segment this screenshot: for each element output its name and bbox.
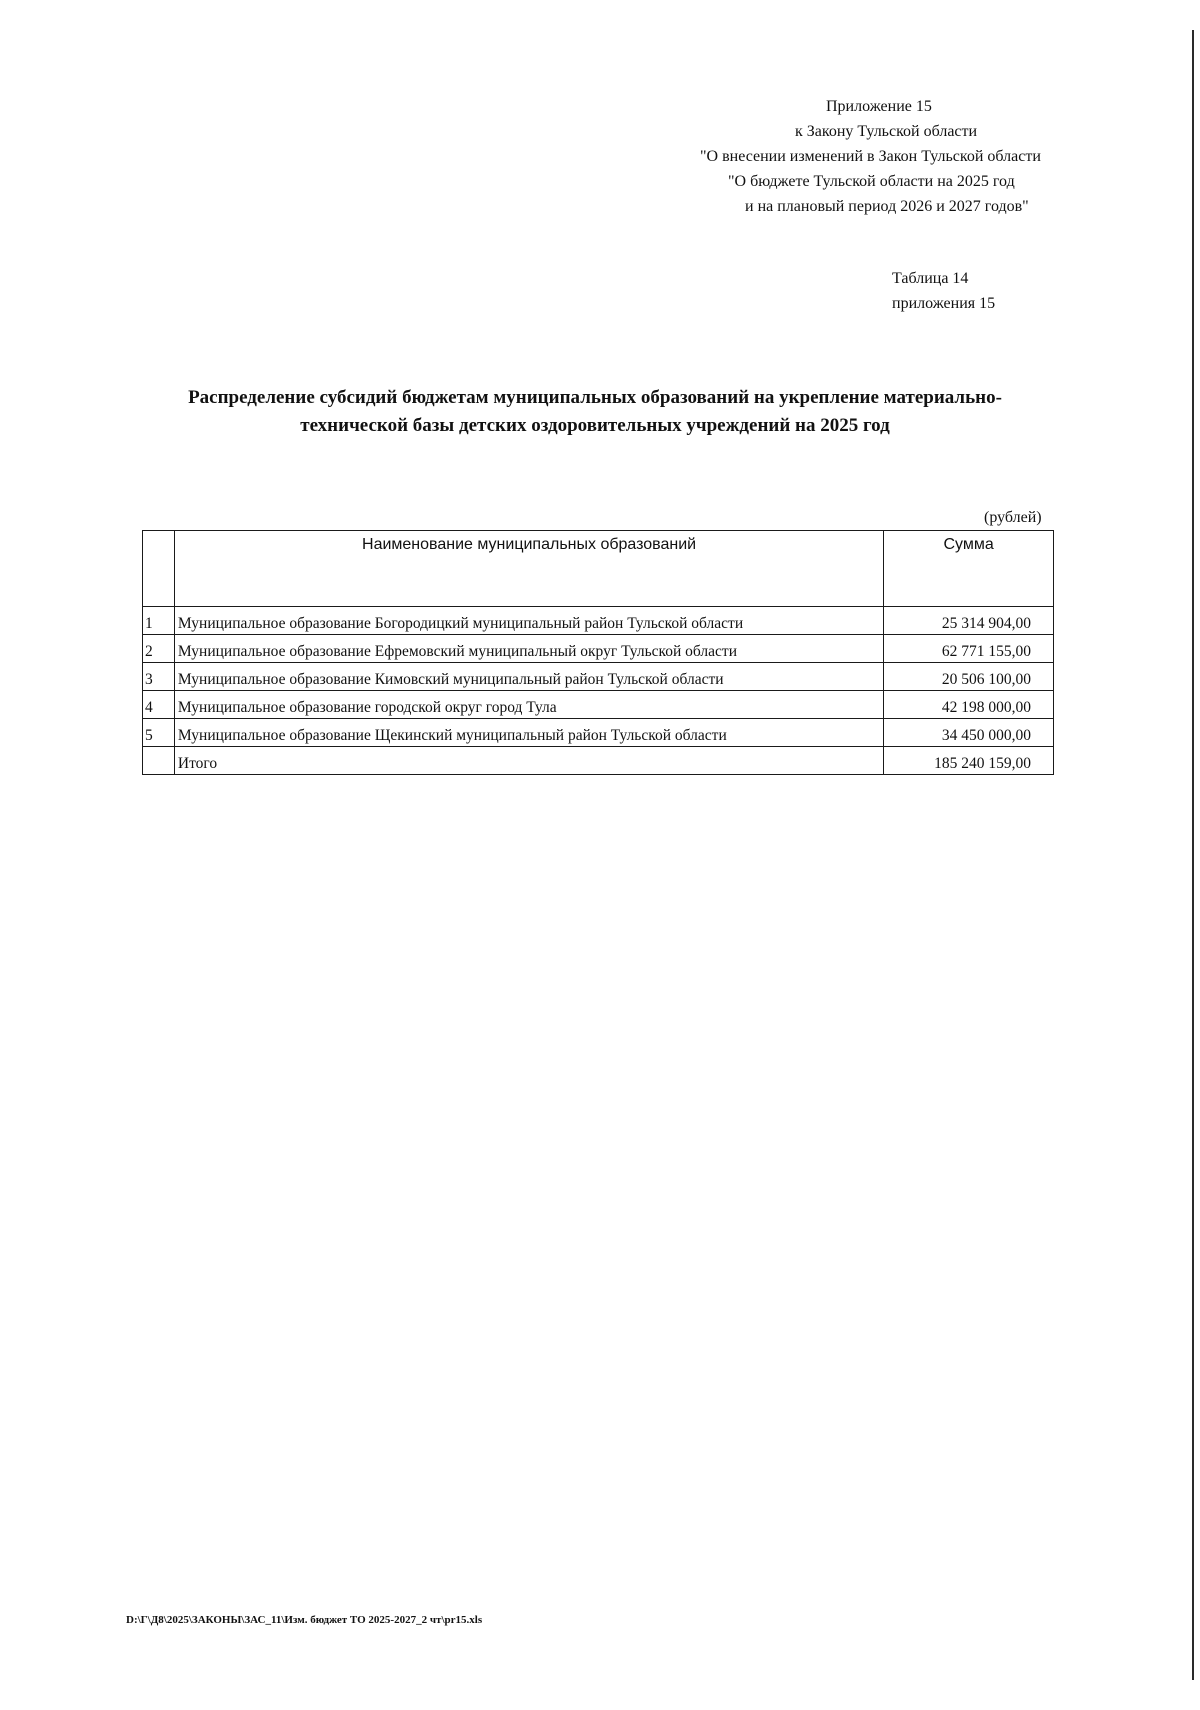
appendix-header: [640, 94, 1080, 219]
row-name: Муниципальное образование городской округ город Тула: [174, 691, 883, 719]
row-name: Муниципальное образование Кимовский муниципальный район Тульской области: [174, 663, 883, 691]
total-num: [143, 747, 175, 775]
table-row: [143, 691, 1054, 719]
appendix-line: Приложение 15: [826, 98, 932, 115]
table-ref-line: Таблица 14: [892, 270, 969, 287]
row-sum: 25 314 904,00: [884, 607, 1054, 635]
table-row: [143, 719, 1054, 747]
row-num: 3: [143, 663, 175, 691]
table-row: [143, 663, 1054, 691]
table-reference: [892, 266, 995, 316]
appendix-line: "О внесении изменений в Закон Тульской области: [700, 148, 1041, 165]
header-sum: Сумма: [884, 531, 1054, 607]
row-sum: 20 506 100,00: [884, 663, 1054, 691]
row-sum: 42 198 000,00: [884, 691, 1054, 719]
row-num: 2: [143, 635, 175, 663]
row-sum: 34 450 000,00: [884, 719, 1054, 747]
appendix-line: и на плановый период 2026 и 2027 годов": [745, 198, 1029, 215]
row-name: Муниципальное образование Ефремовский муниципальный округ Тульской области: [174, 635, 883, 663]
table-row: [143, 607, 1054, 635]
table-row: [143, 635, 1054, 663]
total-label: Итого: [174, 747, 883, 775]
table-header-row: [143, 531, 1054, 607]
row-name: Муниципальное образование Богородицкий муниципальный район Тульской области: [174, 607, 883, 635]
subsidy-table: [142, 530, 1054, 775]
total-row: [143, 747, 1054, 775]
title-line: Распределение субсидий бюджетам муниципальных образований на укрепление материально-: [188, 387, 1002, 408]
header-num: [143, 531, 175, 607]
footer-file-path: D:\Г\Д8\2025\ЗАКОНЫ\ЗАС_11\Изм. бюджет ТО 2025-2027_2 чт\pr15.xls: [126, 1614, 483, 1626]
unit-label: (рублей): [984, 509, 1042, 526]
header-name: Наименование муниципальных образований: [174, 531, 883, 607]
row-num: 1: [143, 607, 175, 635]
page-edge-line: [1192, 30, 1194, 1680]
row-num: 5: [143, 719, 175, 747]
title-line: технической базы детских оздоровительных учреждений на 2025 год: [300, 415, 890, 436]
appendix-line: к Закону Тульской области: [795, 123, 978, 140]
appendix-line: "О бюджете Тульской области на 2025 год: [728, 173, 1015, 190]
table-ref-line: приложения 15: [892, 295, 996, 312]
row-sum: 62 771 155,00: [884, 635, 1054, 663]
total-sum: 185 240 159,00: [884, 747, 1054, 775]
row-num: 4: [143, 691, 175, 719]
row-name: Муниципальное образование Щекинский муниципальный район Тульской области: [174, 719, 883, 747]
document-title: [120, 384, 1070, 440]
